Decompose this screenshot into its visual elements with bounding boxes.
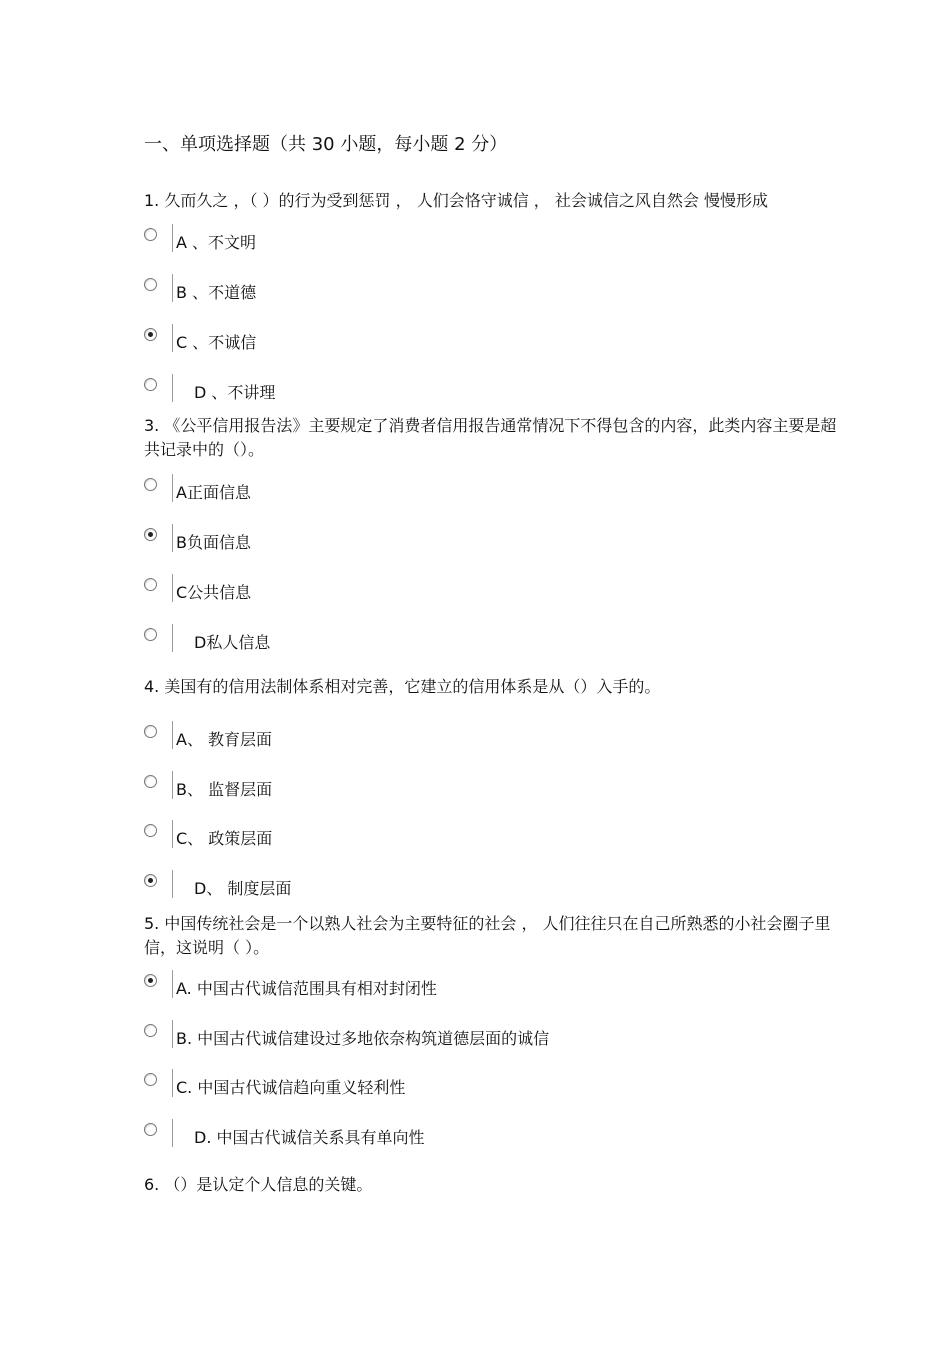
option-divider xyxy=(172,324,173,352)
option-divider xyxy=(172,624,173,652)
radio-button-icon[interactable] xyxy=(144,628,157,641)
option-label: A 、不文明 xyxy=(176,233,257,252)
option-divider xyxy=(172,224,173,252)
radio-button-icon[interactable] xyxy=(144,478,157,491)
question-4-option-b[interactable] xyxy=(144,775,904,805)
option-label: A. 中国古代诚信范围具有相对封闭性 xyxy=(176,979,437,998)
option-divider xyxy=(172,820,173,848)
option-divider xyxy=(172,970,173,998)
question-3-option-a[interactable] xyxy=(144,478,904,508)
radio-button-checked-icon[interactable] xyxy=(144,974,157,987)
question-5-option-a[interactable] xyxy=(144,974,904,1004)
radio-button-icon[interactable] xyxy=(144,725,157,738)
question-1-text: 1. 久而久之 ，（ ）的行为受到惩罚 ， 人们会恪守诚信 ， 社会诚信之风自然会 慢慢形成 xyxy=(144,191,768,210)
question-5-option-b[interactable] xyxy=(144,1024,904,1054)
option-label: C 、不诚信 xyxy=(176,333,257,352)
option-label: C、 政策层面 xyxy=(176,829,273,848)
option-label: B. 中国古代诚信建设过多地依奈构筑道德层面的诚信 xyxy=(176,1029,550,1048)
question-3-option-d[interactable] xyxy=(144,628,904,658)
radio-button-checked-icon[interactable] xyxy=(144,874,157,887)
question-3-option-b[interactable] xyxy=(144,528,904,558)
option-divider xyxy=(172,274,173,302)
question-4-text: 4. 美国有的信用法制体系相对完善，它建立的信用体系是从（）入手的。 xyxy=(144,677,661,696)
option-divider xyxy=(172,870,173,898)
option-label: B 、不道德 xyxy=(176,283,257,302)
option-divider xyxy=(172,474,173,502)
option-label: A正面信息 xyxy=(176,483,251,502)
radio-button-icon[interactable] xyxy=(144,1024,157,1037)
radio-button-icon[interactable] xyxy=(144,378,157,391)
option-divider xyxy=(172,524,173,552)
question-5-text-line2: 信，这说明（ ）。 xyxy=(144,938,270,957)
section-title: 一、单项选择题（共 30 小题，每小题 2 分） xyxy=(144,134,508,155)
option-label: D私人信息 xyxy=(194,633,271,652)
question-4-option-c[interactable] xyxy=(144,824,904,854)
question-3-text-line2: 共记录中的（）。 xyxy=(144,440,265,459)
question-1-option-a[interactable] xyxy=(144,228,904,258)
option-label: B负面信息 xyxy=(176,533,251,552)
question-1-option-c[interactable] xyxy=(144,328,904,358)
radio-button-icon[interactable] xyxy=(144,824,157,837)
option-label: D. 中国古代诚信关系具有单向性 xyxy=(194,1128,425,1147)
radio-button-icon[interactable] xyxy=(144,1073,157,1086)
question-5-option-d[interactable] xyxy=(144,1123,904,1153)
option-divider xyxy=(172,574,173,602)
question-5-text: 5. 中国传统社会是一个以熟人社会为主要特征的社会 ， 人们往往只在自己所熟悉的小社会圈子里 xyxy=(144,914,831,933)
option-label: D、 制度层面 xyxy=(194,879,292,898)
radio-button-icon[interactable] xyxy=(144,228,157,241)
question-1-option-d[interactable] xyxy=(144,378,904,408)
option-label: D 、不讲理 xyxy=(194,383,276,402)
question-3-text: 3. 《公平信用报告法》主要规定了消费者信用报告通常情况下不得包含的内容，此类内容主要是超 xyxy=(144,416,837,435)
radio-button-checked-icon[interactable] xyxy=(144,328,157,341)
radio-button-icon[interactable] xyxy=(144,278,157,291)
radio-button-checked-icon[interactable] xyxy=(144,528,157,541)
radio-button-icon[interactable] xyxy=(144,775,157,788)
option-label: A、 教育层面 xyxy=(176,730,273,749)
option-divider xyxy=(172,374,173,402)
radio-button-icon[interactable] xyxy=(144,1123,157,1136)
option-label: C. 中国古代诚信趋向重义轻利性 xyxy=(176,1078,406,1097)
option-label: C公共信息 xyxy=(176,583,252,602)
option-divider xyxy=(172,721,173,749)
question-5-option-c[interactable] xyxy=(144,1073,904,1103)
question-1-option-b[interactable] xyxy=(144,278,904,308)
radio-button-icon[interactable] xyxy=(144,578,157,591)
question-6-text: 6. （）是认定个人信息的关键。 xyxy=(144,1175,373,1194)
option-divider xyxy=(172,1020,173,1048)
option-divider xyxy=(172,1069,173,1097)
question-3-option-c[interactable] xyxy=(144,578,904,608)
question-4-option-d[interactable] xyxy=(144,874,904,904)
question-4-option-a[interactable] xyxy=(144,725,904,755)
option-divider xyxy=(172,1119,173,1147)
option-divider xyxy=(172,771,173,799)
option-label: B、 监督层面 xyxy=(176,780,273,799)
